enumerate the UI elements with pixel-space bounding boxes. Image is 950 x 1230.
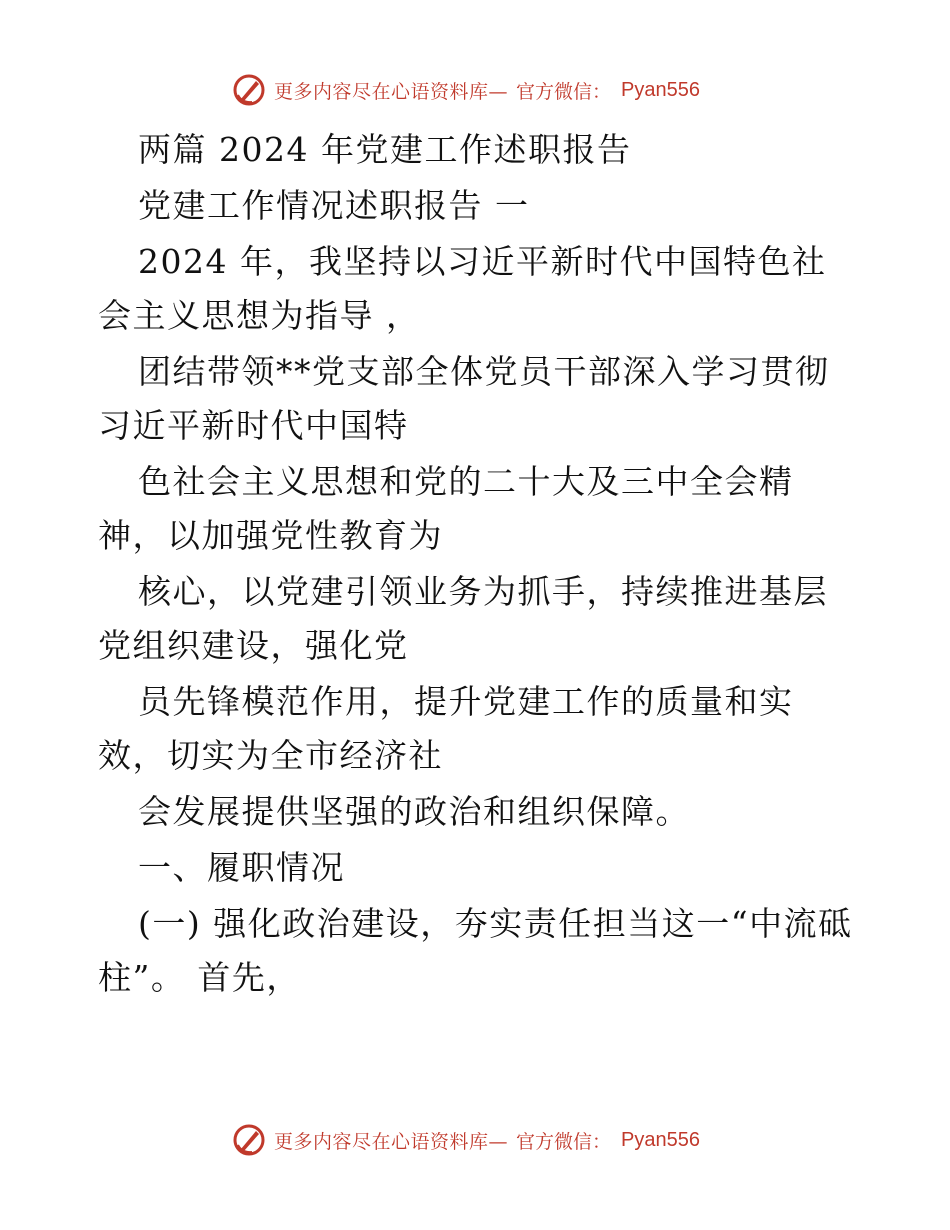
quill-logo-icon	[232, 1123, 266, 1157]
body-paragraph: 色社会主义思想和党的二十大及三中全会精神，以加强党性教育为	[98, 462, 794, 555]
subheading: 一、履职情况	[138, 848, 345, 887]
footer-watermark	[232, 1120, 700, 1160]
section-heading: 党建工作情况述职报告 一	[138, 186, 530, 225]
body-paragraph: 核心，以党建引领业务为抓手，持续推进基层党组织建设，强化党	[98, 572, 828, 665]
body-paragraph: (一) 强化政治建设，夯实责任担当这一“中流砥柱”。 首先，	[98, 904, 853, 997]
watermark-wechat-label: 官方微信：	[516, 80, 612, 103]
watermark-brand-text: 更多内容尽在心语资料库—	[274, 80, 509, 103]
watermark-wechat-id: Pyan556	[621, 78, 700, 101]
watermark-brand-text: 更多内容尽在心语资料库—	[274, 1130, 509, 1153]
quill-logo-icon	[232, 73, 266, 107]
watermark-wechat-id: Pyan556	[621, 1128, 700, 1151]
body-paragraph: 员先锋模范作用，提升党建工作的质量和实效，切实为全市经济社	[98, 682, 794, 775]
watermark-wechat-label: 官方微信：	[516, 1130, 612, 1153]
body-paragraph: 2024 年，我坚持以习近平新时代中国特色社会主义思想为指导 ，	[98, 242, 827, 335]
body-paragraph: 会发展提供坚强的政治和组织保障。	[138, 792, 690, 831]
header-watermark	[232, 70, 700, 110]
body-paragraph: 团结带领**党支部全体党员干部深入学习贯彻习近平新时代中国特	[98, 352, 830, 445]
document-body	[98, 123, 858, 1007]
document-title: 两篇 2024 年党建工作述职报告	[138, 130, 632, 169]
